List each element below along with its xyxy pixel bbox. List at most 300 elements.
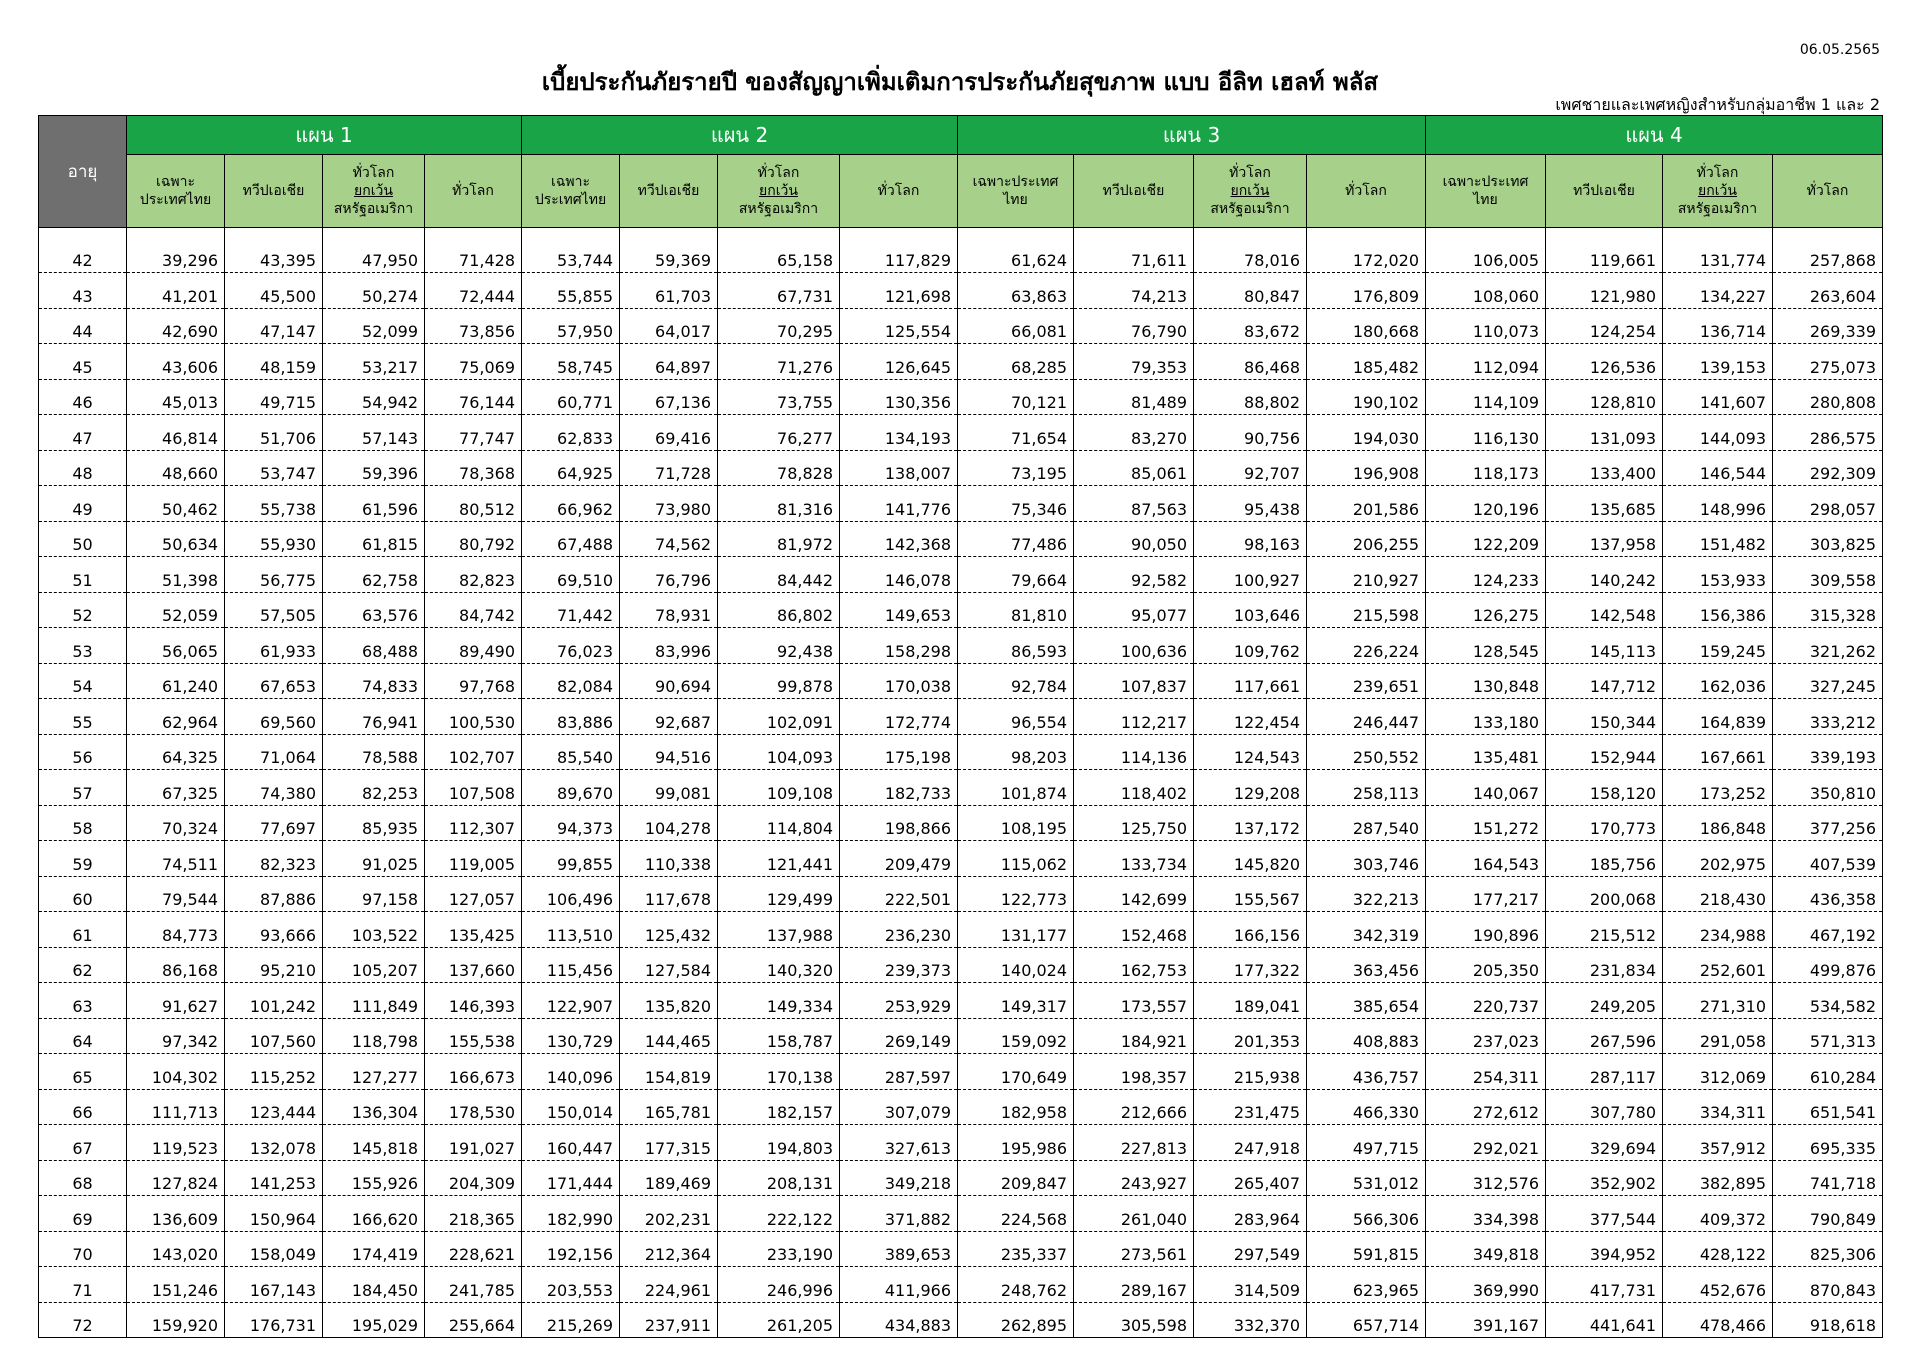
premium-cell: 106,005 (1426, 228, 1546, 273)
premium-cell: 91,025 (323, 841, 425, 877)
premium-cell: 176,731 (225, 1302, 323, 1338)
premium-cell: 92,687 (620, 699, 718, 735)
premium-cell: 287,597 (840, 1054, 958, 1090)
premium-cell: 394,952 (1546, 1231, 1663, 1267)
age-cell: 72 (39, 1302, 127, 1338)
premium-cell: 303,746 (1307, 841, 1426, 877)
premium-cell: 231,834 (1546, 947, 1663, 983)
premium-cell: 173,557 (1074, 983, 1194, 1019)
premium-cell: 222,501 (840, 876, 958, 912)
table-row (39, 1089, 1883, 1125)
coverage-header-line: ยกเว้น (759, 183, 798, 199)
table-row (39, 1054, 1883, 1090)
premium-cell: 142,548 (1546, 592, 1663, 628)
premium-cell: 177,217 (1426, 876, 1546, 912)
premium-cell: 98,203 (958, 734, 1074, 770)
premium-cell: 130,848 (1426, 663, 1546, 699)
premium-cell: 136,304 (323, 1089, 425, 1125)
premium-cell: 116,130 (1426, 415, 1546, 451)
premium-cell: 389,653 (840, 1231, 958, 1267)
premium-cell: 77,697 (225, 805, 323, 841)
premium-cell: 100,530 (425, 699, 522, 735)
premium-cell: 69,510 (522, 557, 620, 593)
premium-cell: 90,050 (1074, 521, 1194, 557)
premium-cell: 305,598 (1074, 1302, 1194, 1338)
table-row (39, 273, 1883, 309)
premium-cell: 118,798 (323, 1018, 425, 1054)
premium-cell: 409,372 (1663, 1196, 1773, 1232)
premium-cell: 105,207 (323, 947, 425, 983)
premium-cell: 68,285 (958, 344, 1074, 380)
premium-cell: 153,933 (1663, 557, 1773, 593)
premium-cell: 57,505 (225, 592, 323, 628)
premium-cell: 194,030 (1307, 415, 1426, 451)
premium-cell: 241,785 (425, 1267, 522, 1303)
coverage-header-plan4-worldwide (1773, 155, 1883, 228)
coverage-header-line: สหรัฐอเมริกา (333, 201, 414, 217)
age-cell: 58 (39, 805, 127, 841)
premium-cell: 75,346 (958, 486, 1074, 522)
premium-cell: 202,975 (1663, 841, 1773, 877)
premium-cell: 110,338 (620, 841, 718, 877)
premium-cell: 134,193 (840, 415, 958, 451)
premium-cell: 189,041 (1194, 983, 1307, 1019)
premium-cell: 149,334 (718, 983, 840, 1019)
premium-cell: 84,773 (127, 912, 225, 948)
premium-cell: 237,023 (1426, 1018, 1546, 1054)
premium-cell: 307,079 (840, 1089, 958, 1125)
premium-cell: 108,060 (1426, 273, 1546, 309)
age-cell: 45 (39, 344, 127, 380)
premium-cell: 125,750 (1074, 805, 1194, 841)
premium-cell: 253,929 (840, 983, 958, 1019)
premium-cell: 56,775 (225, 557, 323, 593)
premium-cell: 62,964 (127, 699, 225, 735)
premium-cell: 417,731 (1546, 1267, 1663, 1303)
premium-cell: 46,814 (127, 415, 225, 451)
premium-cell: 92,784 (958, 663, 1074, 699)
coverage-header-plan3-worldwide (1307, 155, 1426, 228)
premium-cell: 114,109 (1426, 379, 1546, 415)
premium-cell: 466,330 (1307, 1089, 1426, 1125)
premium-cell: 127,584 (620, 947, 718, 983)
premium-cell: 499,876 (1773, 947, 1883, 983)
coverage-header-line: สหรัฐอเมริกา (738, 201, 819, 217)
premium-cell: 135,481 (1426, 734, 1546, 770)
premium-cell: 43,395 (225, 228, 323, 273)
premium-cell: 287,540 (1307, 805, 1426, 841)
premium-cell: 100,636 (1074, 628, 1194, 664)
premium-cell: 339,193 (1773, 734, 1883, 770)
premium-cell: 137,988 (718, 912, 840, 948)
premium-cell: 73,755 (718, 379, 840, 415)
coverage-header-line: เฉพาะประเทศ (1442, 174, 1529, 190)
premium-cell: 55,855 (522, 273, 620, 309)
premium-cell: 75,069 (425, 344, 522, 380)
premium-cell: 269,339 (1773, 308, 1883, 344)
premium-cell: 102,091 (718, 699, 840, 735)
premium-cell: 67,488 (522, 521, 620, 557)
premium-cell: 133,180 (1426, 699, 1546, 735)
table-row (39, 415, 1883, 451)
premium-cell: 159,920 (127, 1302, 225, 1338)
premium-cell: 101,874 (958, 770, 1074, 806)
age-cell: 62 (39, 947, 127, 983)
premium-cell: 107,837 (1074, 663, 1194, 699)
premium-cell: 273,561 (1074, 1231, 1194, 1267)
premium-cell: 228,621 (425, 1231, 522, 1267)
premium-cell: 571,313 (1773, 1018, 1883, 1054)
premium-cell: 92,707 (1194, 450, 1307, 486)
premium-cell: 182,958 (958, 1089, 1074, 1125)
premium-cell: 78,368 (425, 450, 522, 486)
age-cell: 53 (39, 628, 127, 664)
premium-cell: 56,065 (127, 628, 225, 664)
premium-cell: 164,543 (1426, 841, 1546, 877)
premium-cell: 104,278 (620, 805, 718, 841)
table-row (39, 1125, 1883, 1161)
premium-cell: 131,774 (1663, 228, 1773, 273)
premium-cell: 135,820 (620, 983, 718, 1019)
premium-cell: 205,350 (1426, 947, 1546, 983)
age-cell: 66 (39, 1089, 127, 1125)
premium-cell: 167,661 (1663, 734, 1773, 770)
table-row (39, 1231, 1883, 1267)
premium-cell: 155,926 (323, 1160, 425, 1196)
premium-cell: 131,177 (958, 912, 1074, 948)
premium-cell: 70,295 (718, 308, 840, 344)
premium-cell: 86,802 (718, 592, 840, 628)
premium-cell: 87,563 (1074, 486, 1194, 522)
premium-cell: 111,713 (127, 1089, 225, 1125)
premium-cell: 78,828 (718, 450, 840, 486)
table-header (39, 116, 1883, 228)
premium-cell: 227,813 (1074, 1125, 1194, 1161)
premium-cell: 201,353 (1194, 1018, 1307, 1054)
premium-cell: 195,029 (323, 1302, 425, 1338)
premium-cell: 85,061 (1074, 450, 1194, 486)
premium-cell: 53,747 (225, 450, 323, 486)
premium-cell: 286,575 (1773, 415, 1883, 451)
premium-cell: 144,093 (1663, 415, 1773, 451)
premium-cell: 166,673 (425, 1054, 522, 1090)
coverage-header-plan4-thailand-only (1426, 155, 1546, 228)
plan-3-header: แผน 3 (958, 116, 1426, 155)
coverage-header-line: เฉพาะ (551, 174, 590, 190)
premium-cell: 150,344 (1546, 699, 1663, 735)
premium-cell: 64,017 (620, 308, 718, 344)
premium-cell: 95,210 (225, 947, 323, 983)
premium-cell: 170,138 (718, 1054, 840, 1090)
premium-cell: 162,036 (1663, 663, 1773, 699)
premium-cell: 84,442 (718, 557, 840, 593)
premium-cell: 51,398 (127, 557, 225, 593)
premium-cell: 83,270 (1074, 415, 1194, 451)
premium-cell: 45,013 (127, 379, 225, 415)
premium-cell: 130,356 (840, 379, 958, 415)
premium-cell: 152,468 (1074, 912, 1194, 948)
plan-1-header: แผน 1 (127, 116, 522, 155)
premium-cell: 234,988 (1663, 912, 1773, 948)
premium-cell: 190,102 (1307, 379, 1426, 415)
age-cell: 43 (39, 273, 127, 309)
premium-cell: 97,342 (127, 1018, 225, 1054)
coverage-header-line: ไทย (1003, 192, 1028, 208)
table-row (39, 592, 1883, 628)
premium-cell: 73,856 (425, 308, 522, 344)
premium-cell: 233,190 (718, 1231, 840, 1267)
coverage-header-plan1-asia (225, 155, 323, 228)
premium-cell: 121,698 (840, 273, 958, 309)
premium-cell: 60,771 (522, 379, 620, 415)
table-row (39, 486, 1883, 522)
coverage-header-line: ทั่วโลก (1345, 183, 1387, 199)
premium-cell: 215,269 (522, 1302, 620, 1338)
premium-cell: 156,386 (1663, 592, 1773, 628)
premium-cell: 71,276 (718, 344, 840, 380)
premium-cell: 94,516 (620, 734, 718, 770)
premium-cell: 146,393 (425, 983, 522, 1019)
premium-cell: 71,442 (522, 592, 620, 628)
premium-cell: 74,213 (1074, 273, 1194, 309)
premium-cell: 61,815 (323, 521, 425, 557)
premium-cell: 119,523 (127, 1125, 225, 1161)
premium-cell: 315,328 (1773, 592, 1883, 628)
premium-cell: 85,935 (323, 805, 425, 841)
premium-cell: 122,454 (1194, 699, 1307, 735)
premium-cell: 566,306 (1307, 1196, 1426, 1232)
premium-cell: 133,734 (1074, 841, 1194, 877)
premium-cell: 108,195 (958, 805, 1074, 841)
premium-cell: 171,444 (522, 1160, 620, 1196)
premium-cell: 352,902 (1546, 1160, 1663, 1196)
premium-cell: 243,927 (1074, 1160, 1194, 1196)
premium-cell: 64,925 (522, 450, 620, 486)
premium-cell: 66,962 (522, 486, 620, 522)
premium-cell: 128,545 (1426, 628, 1546, 664)
premium-cell: 236,230 (840, 912, 958, 948)
premium-cell: 218,430 (1663, 876, 1773, 912)
premium-cell: 167,143 (225, 1267, 323, 1303)
coverage-header-line: ทั่วโลก (452, 183, 494, 199)
coverage-header-plan3-thailand-only (958, 155, 1074, 228)
premium-cell: 150,964 (225, 1196, 323, 1232)
coverage-header-line: ไทย (1473, 192, 1498, 208)
premium-cell: 329,694 (1546, 1125, 1663, 1161)
table-row (39, 228, 1883, 273)
age-cell: 57 (39, 770, 127, 806)
premium-cell: 73,195 (958, 450, 1074, 486)
age-cell: 64 (39, 1018, 127, 1054)
age-cell: 47 (39, 415, 127, 451)
premium-cell: 145,818 (323, 1125, 425, 1161)
premium-cell: 103,522 (323, 912, 425, 948)
premium-cell: 143,020 (127, 1231, 225, 1267)
table-row (39, 344, 1883, 380)
premium-cell: 136,714 (1663, 308, 1773, 344)
premium-cell: 189,469 (620, 1160, 718, 1196)
premium-cell: 78,588 (323, 734, 425, 770)
premium-cell: 90,694 (620, 663, 718, 699)
premium-cell: 67,136 (620, 379, 718, 415)
coverage-header-line: ทวีปเอเชีย (242, 183, 305, 199)
premium-cell: 119,005 (425, 841, 522, 877)
table-row (39, 1018, 1883, 1054)
premium-cell: 115,062 (958, 841, 1074, 877)
premium-cell: 67,653 (225, 663, 323, 699)
coverage-header-plan4-worldwide-excl-usa (1663, 155, 1773, 228)
premium-cell: 534,582 (1773, 983, 1883, 1019)
premium-cell: 262,895 (958, 1302, 1074, 1338)
premium-cell: 248,762 (958, 1267, 1074, 1303)
premium-cell: 124,254 (1546, 308, 1663, 344)
age-cell: 69 (39, 1196, 127, 1232)
premium-cell: 246,447 (1307, 699, 1426, 735)
premium-cell: 55,738 (225, 486, 323, 522)
premium-cell: 255,664 (425, 1302, 522, 1338)
coverage-header-line: ทั่วโลก (1806, 183, 1849, 199)
premium-cell: 109,108 (718, 770, 840, 806)
premium-cell: 112,094 (1426, 344, 1546, 380)
premium-cell: 275,073 (1773, 344, 1883, 380)
premium-cell: 95,077 (1074, 592, 1194, 628)
table-row (39, 450, 1883, 486)
premium-cell: 98,163 (1194, 521, 1307, 557)
premium-cell: 79,353 (1074, 344, 1194, 380)
premium-cell: 124,543 (1194, 734, 1307, 770)
premium-cell: 71,728 (620, 450, 718, 486)
premium-cell: 107,560 (225, 1018, 323, 1054)
premium-cell: 148,996 (1663, 486, 1773, 522)
premium-cell: 140,024 (958, 947, 1074, 983)
premium-cell: 93,666 (225, 912, 323, 948)
premium-cell: 198,357 (1074, 1054, 1194, 1090)
table-row (39, 805, 1883, 841)
premium-cell: 41,201 (127, 273, 225, 309)
premium-cell: 128,810 (1546, 379, 1663, 415)
premium-cell: 610,284 (1773, 1054, 1883, 1090)
coverage-header-line: ประเทศไทย (534, 192, 607, 208)
premium-cell: 377,256 (1773, 805, 1883, 841)
premium-cell: 408,883 (1307, 1018, 1426, 1054)
age-cell: 44 (39, 308, 127, 344)
premium-cell: 57,950 (522, 308, 620, 344)
premium-cell: 263,604 (1773, 273, 1883, 309)
premium-cell: 249,205 (1546, 983, 1663, 1019)
coverage-header-line: ประเทศไทย (139, 192, 212, 208)
premium-cell: 123,444 (225, 1089, 323, 1125)
premium-cell: 198,866 (840, 805, 958, 841)
premium-cell: 47,950 (323, 228, 425, 273)
premium-cell: 77,486 (958, 521, 1074, 557)
premium-cell: 172,774 (840, 699, 958, 735)
age-cell: 49 (39, 486, 127, 522)
premium-cell: 50,462 (127, 486, 225, 522)
premium-cell: 186,848 (1663, 805, 1773, 841)
premium-cell: 84,742 (425, 592, 522, 628)
age-cell: 52 (39, 592, 127, 628)
premium-cell: 96,554 (958, 699, 1074, 735)
premium-cell: 182,157 (718, 1089, 840, 1125)
premium-cell: 90,756 (1194, 415, 1307, 451)
premium-cell: 61,240 (127, 663, 225, 699)
premium-cell: 74,833 (323, 663, 425, 699)
premium-cell: 124,233 (1426, 557, 1546, 593)
coverage-header-line: ทั่วโลก (877, 183, 920, 199)
premium-cell: 85,540 (522, 734, 620, 770)
premium-cell: 112,217 (1074, 699, 1194, 735)
premium-cell: 59,396 (323, 450, 425, 486)
premium-cell: 119,661 (1546, 228, 1663, 273)
premium-cell: 91,627 (127, 983, 225, 1019)
premium-cell: 106,496 (522, 876, 620, 912)
premium-cell: 114,804 (718, 805, 840, 841)
premium-cell: 145,820 (1194, 841, 1307, 877)
table-row (39, 947, 1883, 983)
premium-cell: 162,753 (1074, 947, 1194, 983)
premium-cell: 369,990 (1426, 1267, 1546, 1303)
premium-cell: 114,136 (1074, 734, 1194, 770)
premium-cell: 138,007 (840, 450, 958, 486)
premium-cell: 58,745 (522, 344, 620, 380)
premium-cell: 99,081 (620, 770, 718, 806)
premium-cell: 82,323 (225, 841, 323, 877)
premium-cell: 107,508 (425, 770, 522, 806)
table-row (39, 983, 1883, 1019)
coverage-header-plan2-thailand-only (522, 155, 620, 228)
premium-cell: 212,666 (1074, 1089, 1194, 1125)
age-header: อายุ (39, 116, 127, 228)
premium-cell: 115,456 (522, 947, 620, 983)
age-cell: 60 (39, 876, 127, 912)
table-row (39, 521, 1883, 557)
premium-cell: 385,654 (1307, 983, 1426, 1019)
premium-cell: 126,536 (1546, 344, 1663, 380)
premium-cell: 78,016 (1194, 228, 1307, 273)
premium-cell: 115,252 (225, 1054, 323, 1090)
age-cell: 42 (39, 228, 127, 273)
premium-cell: 73,980 (620, 486, 718, 522)
plan-2-header: แผน 2 (522, 116, 958, 155)
premium-cell: 170,038 (840, 663, 958, 699)
premium-cell: 280,808 (1773, 379, 1883, 415)
premium-cell: 160,447 (522, 1125, 620, 1161)
premium-cell: 81,316 (718, 486, 840, 522)
page-title: เบี้ยประกันภัยรายปี ของสัญญาเพิ่มเติมการประกันภัยสุขภาพ แบบ อีลิท เฮลท์ พลัส (541, 68, 1379, 96)
premium-cell: 194,803 (718, 1125, 840, 1161)
premium-cell: 129,499 (718, 876, 840, 912)
premium-cell: 53,744 (522, 228, 620, 273)
premium-cell: 159,245 (1663, 628, 1773, 664)
premium-cell: 81,810 (958, 592, 1074, 628)
age-cell: 51 (39, 557, 127, 593)
premium-cell: 137,958 (1546, 521, 1663, 557)
premium-cell: 185,482 (1307, 344, 1426, 380)
table-row (39, 1196, 1883, 1232)
premium-cell: 135,425 (425, 912, 522, 948)
premium-cell: 131,093 (1546, 415, 1663, 451)
premium-cell: 145,113 (1546, 628, 1663, 664)
table-row (39, 379, 1883, 415)
premium-cell: 57,143 (323, 415, 425, 451)
premium-cell: 322,213 (1307, 876, 1426, 912)
table-row (39, 912, 1883, 948)
premium-cell: 155,538 (425, 1018, 522, 1054)
premium-cell: 120,196 (1426, 486, 1546, 522)
premium-cell: 178,530 (425, 1089, 522, 1125)
premium-cell: 180,668 (1307, 308, 1426, 344)
premium-cell: 790,849 (1773, 1196, 1883, 1232)
